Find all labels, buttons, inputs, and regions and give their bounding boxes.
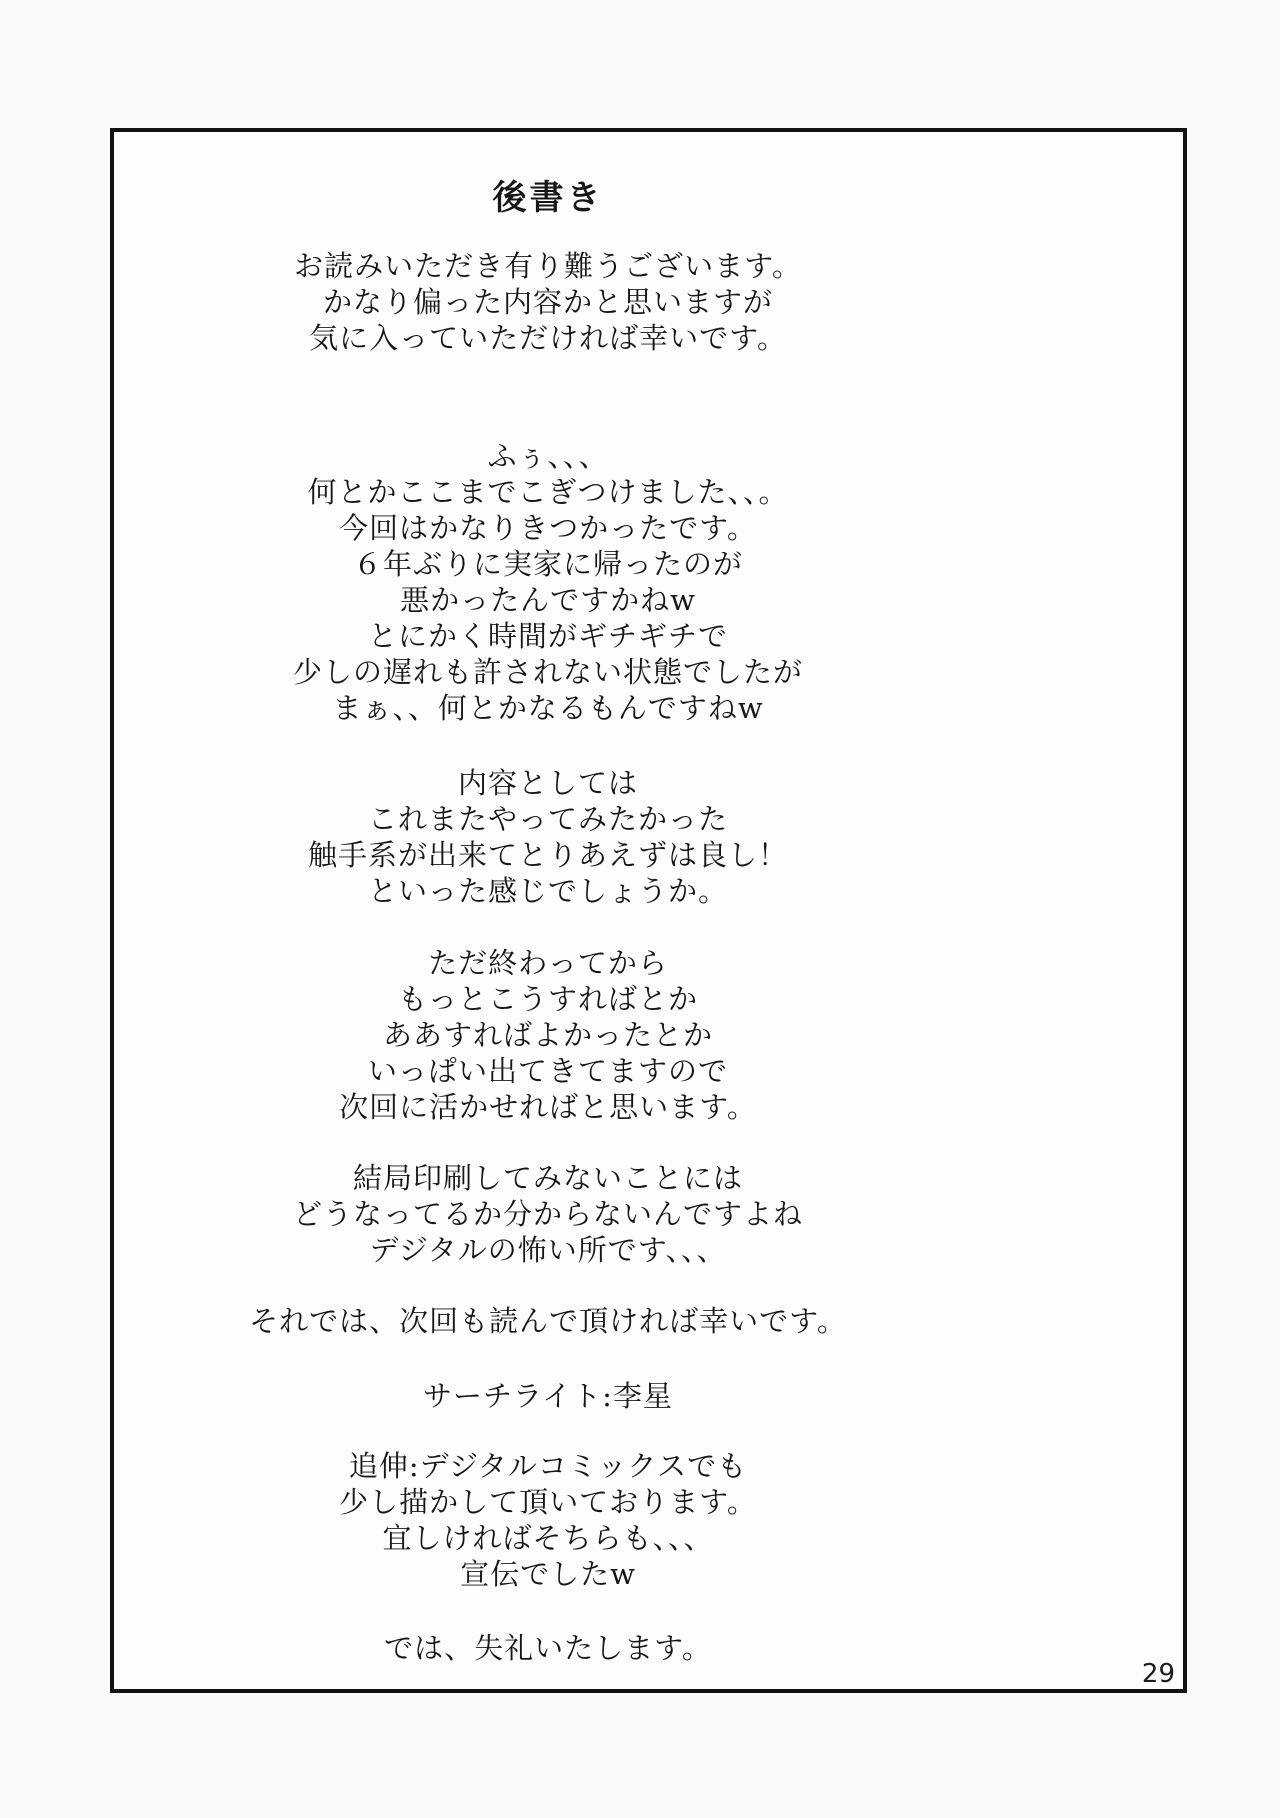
text-line: 少し描かして頂いております。	[339, 1485, 757, 1519]
text-line: 宜しければそちらも、、、	[382, 1521, 714, 1555]
text-line: とにかく時間がギチギチで	[367, 619, 728, 653]
text-line: それでは、次回も読んで頂ければ幸いです。	[249, 1304, 847, 1338]
text-line: かなり偏った内容かと思いますが	[322, 285, 773, 319]
text-line: ただ終わってから	[428, 946, 668, 980]
text-line: 悪かったんですかねw	[400, 583, 696, 617]
text-line: デジタルの怖い所です、、、	[369, 1233, 727, 1267]
paragraph-printing	[198, 1160, 898, 1268]
text-line: 宣伝でしたw	[460, 1557, 636, 1591]
text-line: では、失礼いたします。	[384, 1631, 712, 1665]
text-line: まぁ、、何とかなるもんですねw	[332, 691, 764, 725]
text-line: 追伸:デジタルコミックスでも	[348, 1449, 748, 1483]
signature	[198, 1378, 898, 1414]
page-number: 29	[1141, 1659, 1175, 1689]
text-line: といった感じでしょうか。	[367, 874, 728, 908]
paragraph-thanks	[198, 248, 898, 356]
text-line: どうなってるか分からないんですよね	[292, 1197, 803, 1231]
text-line: ふぅ、、、	[487, 439, 609, 473]
text-line: ああすればよかったとか	[382, 1018, 713, 1052]
text-line: 今回はかなりきつかったです。	[339, 511, 757, 545]
paragraph-reflection	[198, 945, 898, 1125]
text-line: 少しの遅れも許されない状態でしたが	[292, 655, 803, 689]
paragraph-postscript	[198, 1448, 898, 1592]
text-line: 気に入っていただければ幸いです。	[309, 321, 787, 355]
text-line: 内容としては	[457, 766, 638, 800]
paragraph-farewell	[198, 1303, 898, 1339]
paragraph-closing	[198, 1630, 898, 1666]
afterword-title: 後書き	[492, 178, 604, 218]
paragraph-production	[198, 438, 898, 726]
text-line: 次回に活かせればと思います。	[339, 1090, 757, 1124]
text-line: ６年ぶりに実家に帰ったのが	[352, 547, 743, 581]
page-border-frame	[110, 128, 1187, 1693]
text-line: もっとこうすればとか	[397, 982, 698, 1016]
text-line: いっぱい出てきてますので	[367, 1054, 728, 1088]
text-line: これまたやってみたかった	[367, 802, 728, 836]
text-line: 何とかここまでこぎつけました、、。	[307, 475, 789, 509]
text-line: お読みいただき有り難うございます。	[294, 249, 802, 283]
afterword-text	[198, 180, 898, 1666]
text-line: 触手系が出来てとりあえずは良し！	[307, 838, 788, 872]
text-line: 結局印刷してみないことには	[352, 1161, 743, 1195]
paragraph-content	[198, 765, 898, 909]
text-line: サーチライト:李星	[423, 1379, 673, 1413]
